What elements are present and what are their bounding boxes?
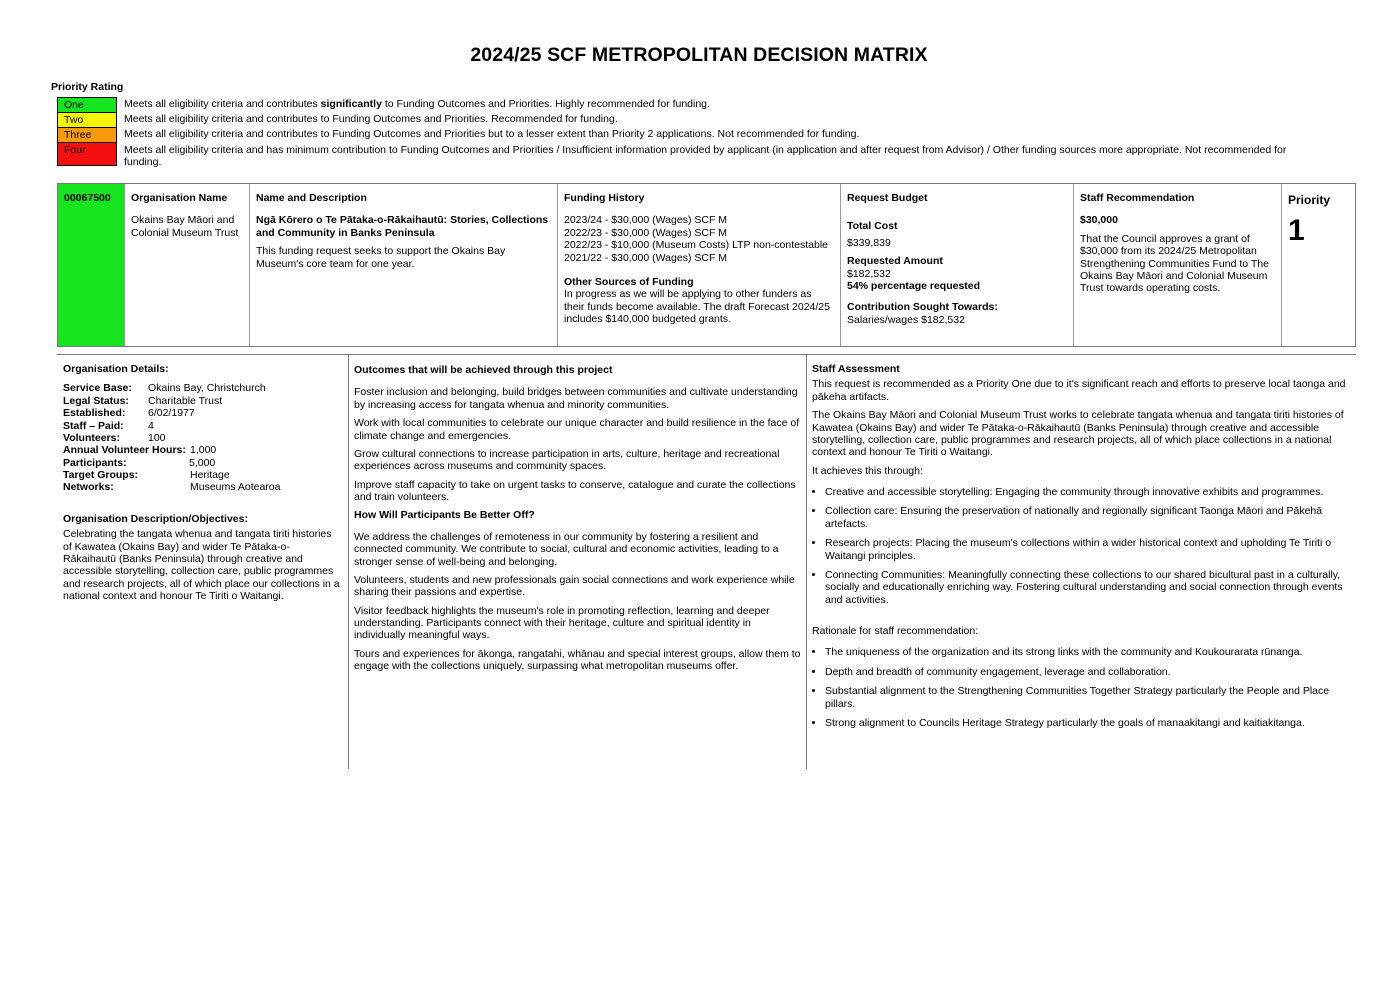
legend-text-one: Meets all eligibility criteria and contributes significantly to Funding Outcomes and Priorities. Highly recommended for funding. <box>124 98 710 110</box>
detail-row: Participants: 5,000 <box>63 456 216 469</box>
organisation-description: Celebrating the tangata whenua and tangata tiriti histories of Kawatea (Okains Bay) and wider Te Pātaka-o-Rākaihautū (Banks Peninsula) through creative and accessible storytelling, collection care, public programmes and research projects, all of which place our collections in a national context and honour Te Tiriti o Waitangi. <box>63 528 340 602</box>
priority-value: 1 <box>1288 214 1305 248</box>
funding-history-cell <box>558 184 841 346</box>
outcomes-header: Outcomes that will be achieved through this project <box>354 364 613 376</box>
outcome-item: Foster inclusion and belonging, build bridges between communities and cultivate understanding by increasing access for tangata whenua and minority communities. <box>354 386 798 411</box>
requested-amount-value: $182,532 <box>847 267 891 280</box>
project-header: Name and Description <box>256 192 367 204</box>
project-name: Ngā Kōrero o Te Pātaka-o-Rākaihautū: Stories, Collections and Community in Banks Peninsula <box>256 214 549 239</box>
legend-text-three: Meets all eligibility criteria and contributes to Funding Outcomes and Priorities but to a lesser extent than Priority 2 applications. Not recommended for funding. <box>124 128 860 140</box>
list-item: • Substantial alignment to the Strengthening Communities Together Strategy particularly the People and Place pillars. <box>825 685 1352 710</box>
legend-swatch-two: Two <box>57 112 117 127</box>
request-budget-header: Request Budget <box>847 192 928 204</box>
column-divider <box>348 355 349 769</box>
priority-cell <box>1282 184 1355 346</box>
project-description: This funding request seeks to support the Okains Bay Museum's core team for one year. <box>256 245 506 270</box>
outcome-item: Work with local communities to celebrate our unique character and build resilience in the face of climate change and emergencies. <box>354 417 800 442</box>
detail-row: Networks: Museums Aotearoa <box>63 481 281 494</box>
legend-row-one <box>57 97 1307 112</box>
funding-history-item: 2022/23 - $10,000 (Museum Costs) LTP non-contestable <box>564 239 829 252</box>
total-cost-value: $339,839 <box>847 236 891 249</box>
section-divider <box>57 354 1356 355</box>
priority-header: Priority <box>1288 193 1331 207</box>
contribution-sought-value: Salaries/wages $182,532 <box>847 313 965 326</box>
funding-history-item: 2023/24 - $30,000 (Wages) SCF M <box>564 214 728 227</box>
better-off-item: Tours and experiences for ākonga, rangatahi, whānau and special interest groups, allow them to engage with the collections uniquely, surpassing what metropolitan museums offer. <box>354 647 801 673</box>
outcome-item: Improve staff capacity to take on urgent tasks to conserve, catalogue and curate the collections and train volunteers. <box>354 478 796 503</box>
legend-swatch-four: Four <box>57 142 117 166</box>
project-outcomes <box>354 364 801 679</box>
list-item: • Research projects: Placing the museum's collections within a wider historical context and upholding Te Tiriti o Waitangi principles. <box>825 537 1352 562</box>
legend-row-four <box>57 142 1307 168</box>
legend-row-two <box>57 112 1307 127</box>
assessment-description: The Okains Bay Māori and Colonial Museum Trust works to celebrate tangata whenua and tangata tiriti histories of Kawatea (Okains Bay) and wider Te Pātaka-o-Rākaihautū (Banks Peninsula) through creative and accessible storytelling, collection care, public programmes and research projects, all of which place collections in a national context and honour Te Tiriti o Waitangi. <box>812 409 1344 459</box>
detail-row: Volunteers: 100 <box>63 431 166 444</box>
better-off-item: We address the challenges of remoteness in our community by fostering a resilient and connected community. We contribute to social, cultural and economic activities, leading to a stronger sense of well-being and belonging. <box>354 530 779 568</box>
application-record <box>57 183 1356 347</box>
requested-amount-label: Requested Amount <box>847 255 943 268</box>
staff-recommendation-header: Staff Recommendation <box>1080 192 1195 204</box>
column-divider <box>806 355 807 769</box>
list-item: • The uniqueness of the organization and its strong links with the community and Koukourarata rūnanga. <box>825 646 1352 658</box>
staff-recommendation-cell <box>1074 184 1282 346</box>
contribution-sought-label: Contribution Sought Towards: <box>847 301 998 314</box>
organisation-details-header: Organisation Details: <box>63 363 169 375</box>
legend-row-three <box>57 127 1307 142</box>
organisation-cell <box>125 184 250 346</box>
better-off-item: Volunteers, students and new professionals gain social connections and work experience while sharing their passions and expertise. <box>354 573 795 599</box>
rationale-list <box>812 646 1352 729</box>
rationale-label: Rationale for staff recommendation: <box>812 625 979 637</box>
list-item: • Strong alignment to Councils Heritage Strategy particularly the goals of manaakitangi and kaitiakitanga. <box>825 717 1352 729</box>
staff-recommended-amount: $30,000 <box>1080 214 1118 227</box>
organisation-details <box>63 363 341 602</box>
detail-row: Target Groups: Heritage <box>63 469 230 481</box>
priority-rating-label: Priority Rating <box>51 81 124 93</box>
detail-row: Annual Volunteer Hours: 1,000 <box>63 444 217 457</box>
legend-text-two: Meets all eligibility criteria and contributes to Funding Outcomes and Priorities. Recommended for funding. <box>124 113 618 125</box>
page-title: 2024/25 SCF METROPOLITAN DECISION MATRIX <box>470 44 928 66</box>
legend-swatch-one: One <box>57 97 117 112</box>
detail-row: Established: 6/02/1977 <box>63 407 195 420</box>
outcome-item: Grow cultural connections to increase participation in arts, culture, heritage and recreational experiences across museums and community spaces. <box>354 447 780 473</box>
project-cell <box>250 184 558 346</box>
better-off-item: Visitor feedback highlights the museum's role in promoting reflection, learning and deeper understanding. Participants connect with their heritage, culture and spiritual identity in individually meaningful ways. <box>354 604 770 642</box>
funding-history-item: 2022/23 - $30,000 (Wages) SCF M <box>564 226 728 239</box>
organisation-name: Okains Bay Māori and Colonial Museum Trust <box>131 214 239 239</box>
staff-assessment <box>812 363 1352 736</box>
achievement-list <box>812 486 1352 606</box>
organisation-header: Organisation Name <box>131 192 228 204</box>
funding-history-header: Funding History <box>564 192 645 204</box>
detail-row: Legal Status: Charitable Trust <box>63 394 223 407</box>
staff-recommendation-text: That the Council approves a grant of $30,000 from its 2024/25 Metropolitan Strengthening Communities Fund to The Okains Bay Māori and Colonial Museum Trust towards operating costs. <box>1080 232 1269 295</box>
detail-row: Service Base: Okains Bay, Christchurch <box>63 382 266 395</box>
list-item: • Creative and accessible storytelling: Engaging the community through innovative exhibits and programmes. <box>825 486 1352 498</box>
achieves-label: It achieves this through: <box>812 464 923 477</box>
application-id: 00067500 <box>58 184 125 346</box>
staff-assessment-header: Staff Assessment <box>812 363 900 375</box>
priority-legend <box>57 97 1307 168</box>
list-item: • Depth and breadth of community engagement, leverage and collaboration. <box>825 666 1352 678</box>
detail-row: Staff – Paid: 4 <box>63 419 154 432</box>
legend-text-four: Meets all eligibility criteria and has minimum contribution to Funding Outcomes and Priorities / Insufficient information provided by applicant (in application and after request from Advisor) / Other funding sources more appropriate. Not recommended for funding. <box>124 144 1287 168</box>
total-cost-label: Total Cost <box>847 220 898 233</box>
request-budget-cell <box>841 184 1074 346</box>
list-item: • Connecting Communities: Meaningfully connecting these collections to our shared bicultural past in a culturally, socially and educationally enriching way. Fostering cultural understanding and social connection through events and activities. <box>825 569 1352 606</box>
list-item: • Collection care: Ensuring the preservation of nationally and regionally significant Taonga Māori and Pākehā artefacts. <box>825 505 1352 530</box>
other-sources-header: Other Sources of Funding <box>564 275 694 288</box>
other-sources-text: In progress as we will be applying to other funders as their funds become available. The draft Forecast 2024/25 includes $140,000 budgeted grants. <box>564 288 830 325</box>
legend-swatch-three: Three <box>57 127 117 142</box>
better-off-header: How Will Participants Be Better Off? <box>354 509 535 522</box>
funding-history-item: 2021/22 - $30,000 (Wages) SCF M <box>564 251 728 264</box>
assessment-intro: This request is recommended as a Priority One due to it's significant reach and efforts to preserve local taonga and pākeha artifacts. <box>812 378 1346 403</box>
percentage-requested: 54% percentage requested <box>847 279 981 292</box>
organisation-description-header: Organisation Description/Objectives: <box>63 512 248 525</box>
